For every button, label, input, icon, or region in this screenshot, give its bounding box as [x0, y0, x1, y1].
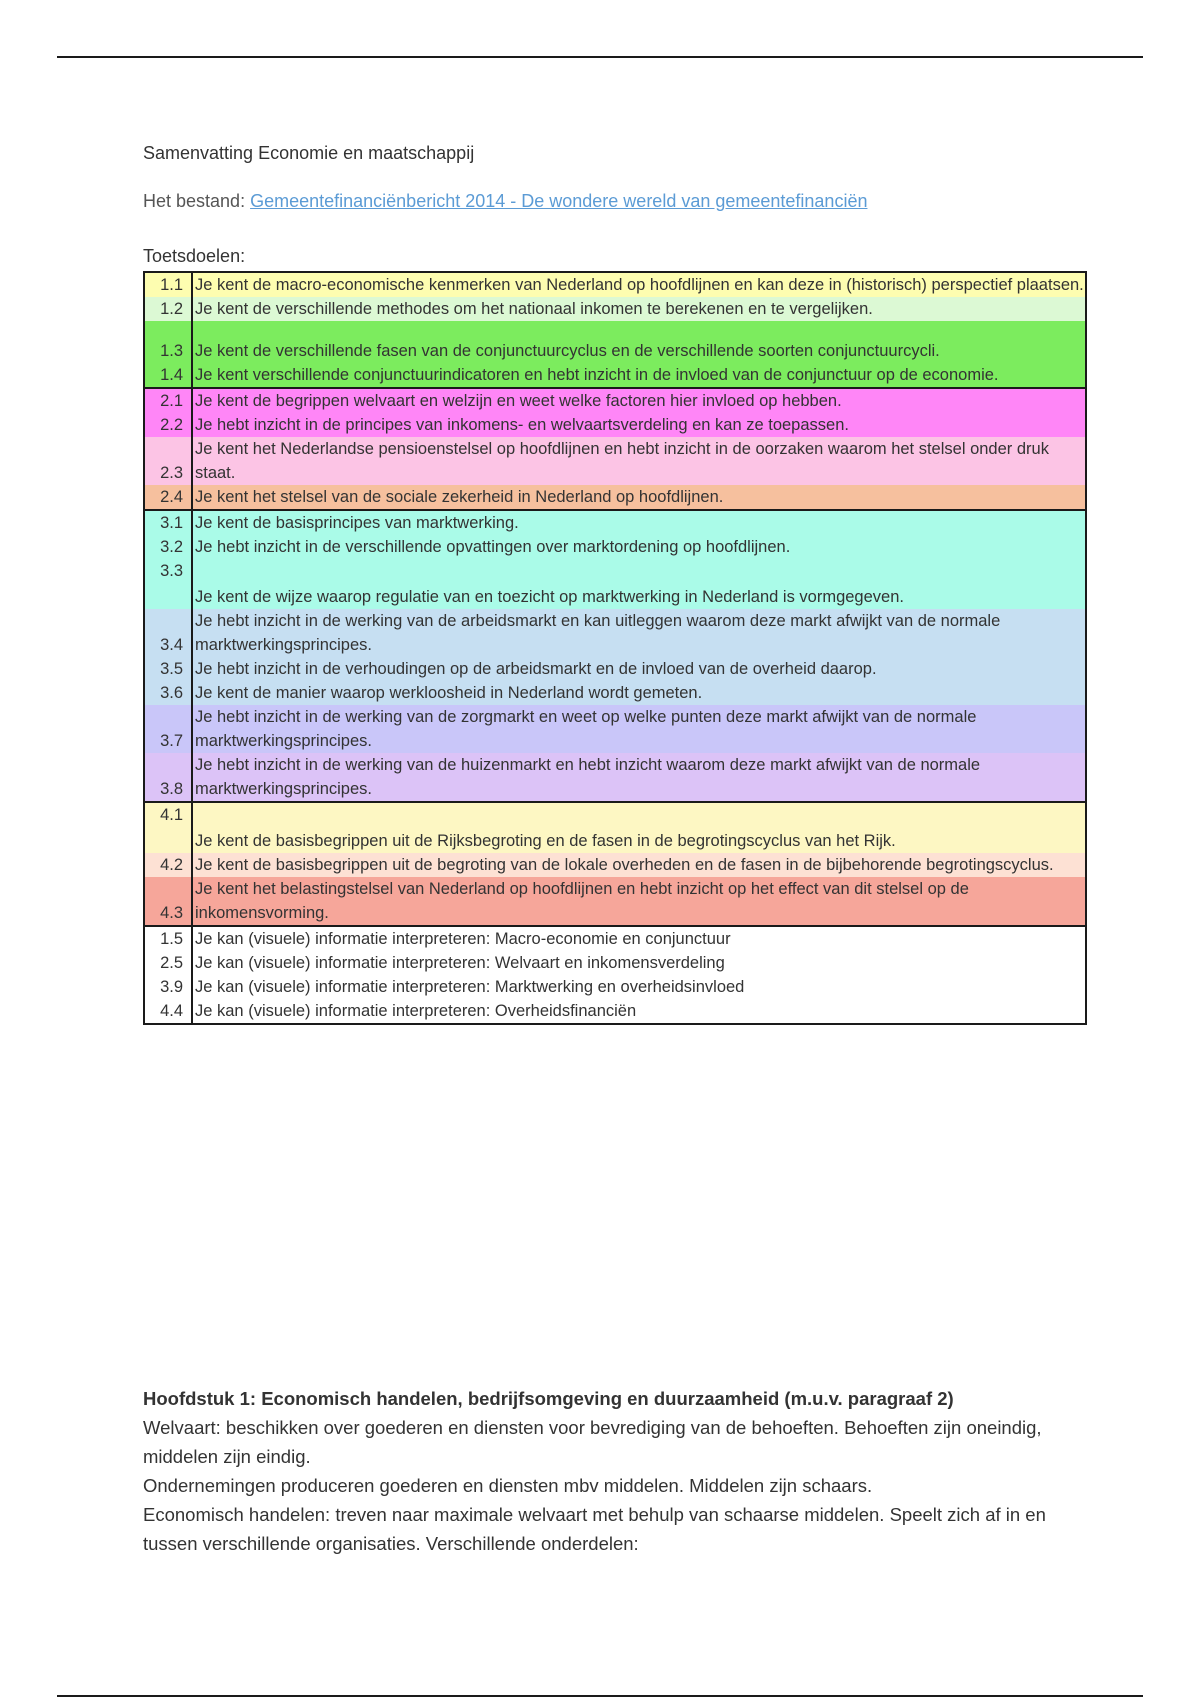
goal-row: [144, 926, 1086, 951]
chapter-paragraph: Welvaart: beschikken over goederen en diensten voor bevrediging van de behoeften. Behoeften zijn oneindig, middelen zijn eindig.: [143, 1417, 1042, 1467]
goal-number: 3.4: [144, 609, 192, 657]
goal-number: 3.1: [144, 510, 192, 535]
goal-text: Je kent de wijze waarop regulatie van en toezicht op marktwerking in Nederland is vormgegeven.: [195, 588, 904, 606]
goal-text: Je hebt inzicht in de werking van de arbeidsmarkt en kan uitleggen waarom deze markt afwijkt van de normale marktwerkingsprincipes.: [195, 612, 1001, 654]
goal-row: [144, 753, 1086, 802]
goal-row: [144, 485, 1086, 510]
goal-number: 4.3: [144, 877, 192, 926]
goal-text: Je kan (visuele) informatie interpreteren: Welvaart en inkomensverdeling: [195, 954, 725, 972]
goal-number: 4.2: [144, 853, 192, 877]
goal-row: [144, 609, 1086, 657]
file-link[interactable]: Gemeentefinanciënbericht 2014 - De wondere wereld van gemeentefinanciën: [250, 191, 868, 211]
goal-number: 2.5: [144, 951, 192, 975]
goal-text: Je hebt inzicht in de verhoudingen op de arbeidsmarkt en de invloed van de overheid daarop.: [195, 660, 877, 678]
header-rule: [57, 56, 1143, 58]
goal-text: Je kent de macro-economische kenmerken van Nederland op hoofdlijnen en kan deze in (historisch) perspectief plaatsen.: [195, 276, 1084, 294]
goal-number: 2.1: [144, 388, 192, 413]
goal-row: [144, 853, 1086, 877]
goal-number: 3.3: [144, 559, 192, 609]
goal-text: Je kent de verschillende methodes om het nationaal inkomen te berekenen en te vergelijken.: [195, 300, 873, 318]
goal-row: [144, 272, 1086, 297]
goal-text: Je kent de basisprincipes van marktwerking.: [192, 510, 1086, 535]
goal-text: Je hebt inzicht in de principes van inkomens- en welvaartsverdeling en kan ze toepassen.: [195, 416, 849, 434]
goal-row: [144, 951, 1086, 975]
goal-number: 3.7: [144, 705, 192, 753]
goal-row: [144, 363, 1086, 388]
goal-number: 4.1: [144, 802, 192, 853]
goal-row: [144, 321, 1086, 363]
goal-row: [144, 510, 1086, 535]
goal-row: [144, 388, 1086, 413]
goal-number: 1.1: [144, 272, 192, 297]
goal-text: Je kent het belastingstelsel van Nederland op hoofdlijnen en hebt inzicht op het effect van dit stelsel op de inkomensvorming.: [195, 880, 969, 922]
goal-number: 3.9: [144, 975, 192, 999]
goal-number: 1.4: [144, 363, 192, 388]
goal-text: Je kent de manier waarop werkloosheid in Nederland wordt gemeten.: [195, 684, 703, 702]
goal-text: Je kent het stelsel van de sociale zekerheid in Nederland op hoofdlijnen.: [195, 488, 724, 506]
goal-row: [144, 437, 1086, 485]
goal-row: [144, 975, 1086, 999]
file-label: Het bestand:: [143, 191, 251, 211]
chapter-paragraph: Economisch handelen: treven naar maximale welvaart met behulp van schaarse middelen. Speelt zich af in en tussen verschillende organisaties. Verschillende onderdelen:: [143, 1504, 1046, 1554]
goal-row: [144, 297, 1086, 321]
goal-row: [144, 802, 1086, 853]
document-title: Samenvatting Economie en maatschappij: [143, 143, 475, 163]
goal-row: [144, 535, 1086, 559]
goal-text: Je kent de verschillende fasen van de conjunctuurcyclus en de verschillende soorten conjunctuurcycli.: [195, 342, 940, 360]
goal-text: Je kent de basisbegrippen uit de Rijksbegroting en de fasen in de begrotingscyclus van het Rijk.: [192, 802, 1086, 853]
chapter-section: [143, 1384, 1093, 1558]
goal-text: Je kent de basisbegrippen uit de begroting van de lokale overheden en de fasen in de bijbehorende begrotingscyclus.: [195, 856, 1054, 874]
goal-row: [144, 413, 1086, 437]
goal-text: Je kent de begrippen welvaart en welzijn en weet welke factoren hier invloed op hebben.: [192, 388, 1086, 413]
goal-text: Je hebt inzicht in de werking van de huizenmarkt en hebt inzicht waarom deze markt afwijkt van de normale marktwerkingsprincipes.: [195, 756, 981, 798]
goal-text: Je kent het Nederlandse pensioenstelsel op hoofdlijnen en hebt inzicht in de oorzaken waarom het stelsel onder druk staat.: [195, 440, 1049, 482]
goal-text: Je kan (visuele) informatie interpreteren: Marktwerking en overheidsinvloed: [195, 978, 745, 996]
goal-number: 1.2: [144, 297, 192, 321]
goal-number: 1.3: [144, 321, 192, 363]
goal-number: 2.3: [144, 437, 192, 485]
goal-number: 3.6: [144, 681, 192, 705]
goal-number: 3.2: [144, 535, 192, 559]
goals-label: Toetsdoelen:: [143, 246, 246, 266]
goal-number: 1.5: [144, 926, 192, 951]
goal-row: [144, 559, 1086, 609]
goal-text: Je kan (visuele) informatie interpreteren: Overheidsfinanciën: [195, 1002, 637, 1020]
goal-number: 2.2: [144, 413, 192, 437]
goal-number: 2.4: [144, 485, 192, 510]
goal-row: [144, 681, 1086, 705]
goal-row: [144, 657, 1086, 681]
goals-table: [143, 271, 1087, 1025]
footer-rule: [57, 1695, 1143, 1697]
goal-text: Je kan (visuele) informatie interpreteren: Macro-economie en conjunctuur: [192, 926, 1086, 951]
goal-row: [144, 999, 1086, 1024]
goal-number: 3.5: [144, 657, 192, 681]
chapter-paragraph: Ondernemingen produceren goederen en diensten mbv middelen. Middelen zijn schaars.: [143, 1475, 873, 1496]
goal-text: Je hebt inzicht in de werking van de zorgmarkt en weet op welke punten deze markt afwijkt van de normale marktwerkingsprincipes.: [195, 708, 977, 750]
goal-text: Je kent verschillende conjunctuurindicatoren en hebt inzicht in de invloed van de conjunctuur op de economie.: [195, 366, 999, 384]
file-reference: [143, 191, 867, 212]
chapter-heading: Hoofdstuk 1: Economisch handelen, bedrijfsomgeving en duurzaamheid (m.u.v. paragraaf 2): [143, 1388, 954, 1409]
goal-row: [144, 877, 1086, 926]
goal-row: [144, 705, 1086, 753]
goal-number: 4.4: [144, 999, 192, 1024]
goal-number: 3.8: [144, 753, 192, 802]
goal-text: Je hebt inzicht in de verschillende opvattingen over marktordening op hoofdlijnen.: [195, 538, 791, 556]
